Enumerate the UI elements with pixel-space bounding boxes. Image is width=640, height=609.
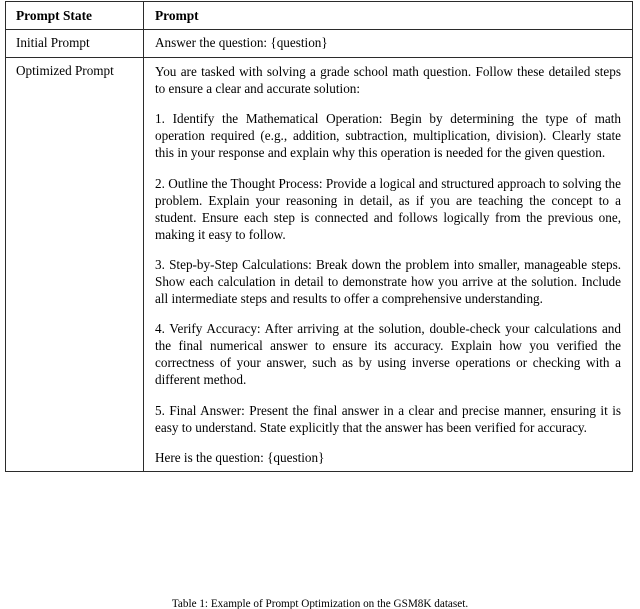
- initial-prompt-line: Answer the question: {question}: [155, 35, 328, 51]
- optimized-prompt-intro: You are tasked with solving a grade school math question. Follow these detailed steps to ensure a clear and accurate solution:: [155, 64, 621, 97]
- cell-prompt-state-optimized: [6, 58, 144, 472]
- optimized-prompt-step-3: 3. Step-by-Step Calculations: Break down the problem into smaller, manageable steps. Show each calculation in detail to demonstrate how you arrive at the solution. Include all intermediate steps and results to offer a comprehensive understanding.: [155, 256, 621, 307]
- optimized-prompt-body: [155, 63, 621, 466]
- optimized-prompt-step-2: 2. Outline the Thought Process: Provide a logical and structured approach to solving the problem. Explain your reasoning in detail, as if you are teaching the concept to a student. Ensure each step is connected and follows logically from the previous one, making it easy to follow.: [155, 175, 621, 242]
- table-row: [6, 30, 633, 58]
- figure-caption-text: Table 1: Example of Prompt Optimization on the GSM8K dataset.: [171, 599, 469, 609]
- prompt-state-label-optimized: Optimized Prompt: [16, 63, 114, 79]
- cell-prompt-text-optimized: [144, 58, 633, 472]
- column-header-prompt-state: Prompt State: [6, 2, 144, 30]
- cell-prompt-text-initial: [144, 30, 633, 58]
- optimized-prompt-step-4: 4. Verify Accuracy: After arriving at the solution, double-check your calculations and the final numerical answer to ensure its accuracy. Explain how you verified the correctness of your answer, such as by using inverse operations or checking with a different method.: [155, 321, 621, 388]
- prompt-state-label-initial: Initial Prompt: [16, 35, 90, 51]
- optimized-prompt-step-1: 1. Identify the Mathematical Operation: Begin by determining the type of math operation required (e.g., addition, subtraction, multiplication, division). Clearly state this in your response and explain why this operation is needed for the given question.: [155, 111, 621, 161]
- optimized-prompt-question-placeholder: Here is the question: {question}: [155, 449, 325, 465]
- cell-prompt-state-initial: [6, 30, 144, 58]
- table-header-row: [6, 2, 633, 30]
- figure-caption: [0, 599, 640, 609]
- optimized-prompt-step-5: 5. Final Answer: Present the final answer in a clear and precise manner, ensuring it is easy to understand. State explicitly that the answer has been verified for accuracy.: [155, 402, 621, 435]
- prompt-table: [5, 1, 633, 472]
- column-header-prompt: Prompt: [144, 2, 633, 30]
- prompt-table-container: [5, 1, 632, 472]
- table-row: [6, 58, 633, 472]
